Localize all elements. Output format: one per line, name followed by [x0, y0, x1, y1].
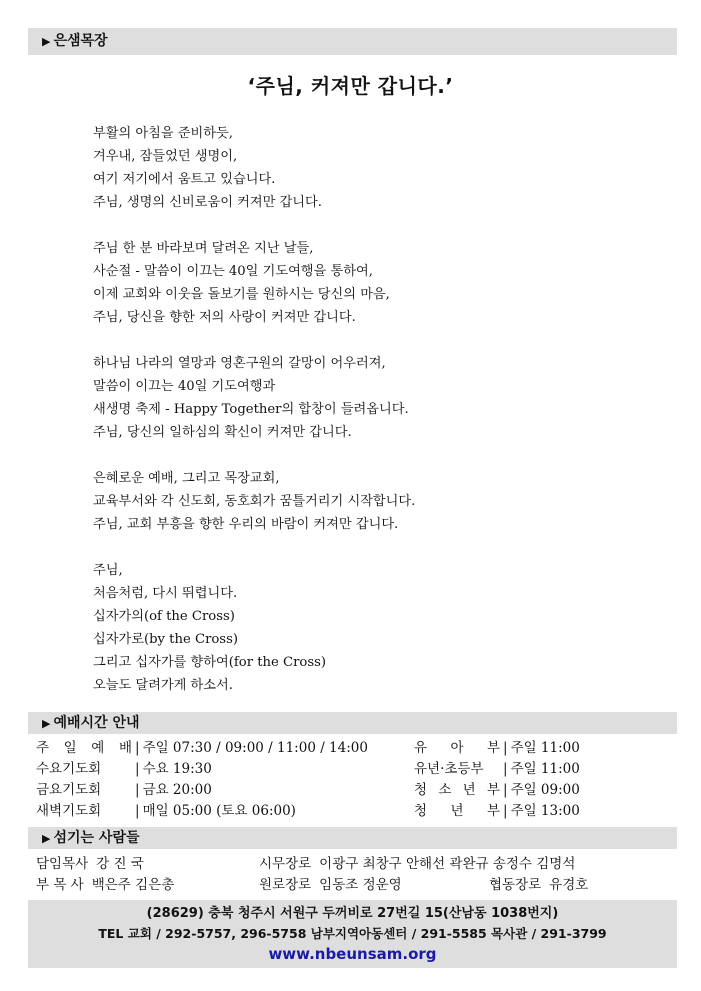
poem-line: 하나님 나라의 열망과 영혼구원의 갈망이 어우러져,	[93, 356, 386, 371]
role-label: 부 목 사	[36, 877, 84, 893]
right-triangle-icon: ▶	[42, 717, 51, 730]
divider: |	[503, 782, 508, 798]
service-time: 주일 11:00	[510, 740, 580, 756]
poem-line: 사순절 - 말씀이 이끄는 40일 기도여행을 통하여,	[93, 264, 373, 279]
service-name: 주 일 예 배	[36, 740, 132, 756]
divider: |	[503, 761, 508, 777]
service-name: 청 소 년 부	[414, 782, 500, 798]
poem-title: ‘주님, 커져만 갑니다.’	[247, 74, 454, 98]
poem-line: 은혜로운 예배, 그리고 목장교회,	[93, 471, 280, 486]
poem-line: 말씀이 이끄는 40일 기도여행과	[93, 379, 276, 394]
schedule-row	[36, 759, 676, 780]
schedule-row	[36, 738, 676, 759]
poem-line: 오늘도 달려가게 하소서.	[93, 678, 233, 693]
service-name: 청 년 부	[414, 803, 500, 819]
service-name: 수요기도회	[36, 761, 102, 777]
service-name: 금요기도회	[36, 782, 102, 798]
service-time: 수요 19:30	[142, 761, 212, 777]
service-time: 주일 09:00	[510, 782, 580, 798]
service-time: 주일 11:00	[510, 761, 580, 777]
section-label-pastor: 은샘목장	[53, 33, 108, 49]
role-label: 원로장로	[259, 877, 312, 893]
person-names: 강 진 국	[96, 856, 144, 872]
poem-line: 교육부서와 각 신도회, 동호회가 꿈틀거리기 시작합니다.	[93, 494, 416, 509]
poem-line: 십자가의(of the Cross)	[93, 609, 235, 624]
service-name: 유 아 부	[414, 740, 500, 756]
role-label: 담임목사	[36, 856, 89, 872]
divider: |	[135, 761, 140, 777]
poem-stanza	[93, 237, 653, 329]
section-label-worship: 예배시간 안내	[53, 715, 140, 731]
poem-line: 부활의 아침을 준비하듯,	[93, 126, 233, 141]
right-triangle-icon: ▶	[42, 832, 51, 845]
section-label-servers: 섬기는 사람들	[53, 830, 140, 846]
service-name: 새벽기도회	[36, 803, 102, 819]
poem-line: 여기 저기에서 움트고 있습니다.	[93, 172, 276, 187]
role-label: 협동장로	[489, 877, 542, 893]
poem-body	[93, 122, 653, 720]
poem-line: 주님, 당신의 일하심의 확신이 커져만 갑니다.	[93, 425, 352, 440]
person-names: 임동조 정운영	[319, 877, 402, 893]
divider: |	[135, 782, 140, 798]
poem-stanza	[93, 467, 653, 536]
worship-schedule	[36, 738, 676, 822]
person-names: 유경호	[549, 877, 589, 893]
church-address: (28629) 충북 청주시 서원구 두꺼비로 27번길 15(산남동 1038번지)	[146, 906, 559, 921]
divider: |	[135, 803, 140, 819]
servers-row	[36, 875, 676, 896]
poem-line: 주님, 당신을 향한 저의 사랑이 커져만 갑니다.	[93, 310, 356, 325]
servers-row	[36, 854, 676, 875]
service-name: 유년·초등부	[414, 761, 484, 777]
service-time: 매일 05:00 (토요 06:00)	[142, 803, 296, 819]
divider: |	[135, 740, 140, 756]
poem-line: 주님, 생명의 신비로움이 커져만 갑니다.	[93, 195, 322, 210]
poem-line: 주님,	[93, 563, 123, 578]
service-time: 금요 20:00	[142, 782, 212, 798]
poem-line: 새생명 축제 - Happy Together의 합창이 들려옵니다.	[93, 402, 409, 417]
poem-line: 주님, 교회 부흥을 향한 우리의 바람이 커져만 갑니다.	[93, 517, 399, 532]
service-time: 주일 07:30 / 09:00 / 11:00 / 14:00	[142, 740, 368, 756]
poem-stanza	[93, 559, 653, 697]
church-phone-numbers: TEL 교회 / 292-5757, 296-5758 남부지역아동센터 / 291-5585 목사관 / 291-3799	[98, 926, 607, 941]
right-triangle-icon: ▶	[42, 35, 51, 48]
poem-stanza	[93, 352, 653, 444]
role-label: 시무장로	[259, 856, 312, 872]
poem-line: 주님 한 분 바라보며 달려온 지난 날들,	[93, 241, 314, 256]
poem-line: 그리고 십자가를 향하여(for the Cross)	[93, 655, 327, 670]
person-names: 이광구 최창구 안해선 곽완규 송정수 김명석	[319, 856, 576, 872]
poem-line: 십자가로(by the Cross)	[93, 632, 238, 647]
divider: |	[503, 803, 508, 819]
schedule-row	[36, 801, 676, 822]
footer-contact	[28, 900, 677, 968]
poem-line: 이제 교회와 이웃을 돌보기를 원하시는 당신의 마음,	[93, 287, 390, 302]
poem-line: 겨우내, 잠들었던 생명이,	[93, 149, 238, 164]
section-bar-pastor	[28, 28, 677, 55]
service-time: 주일 13:00	[510, 803, 580, 819]
servers-list	[36, 854, 676, 896]
poem-stanza	[93, 122, 653, 214]
poem-line: 처음처럼, 다시 뛰렵니다.	[93, 586, 238, 601]
divider: |	[503, 740, 508, 756]
website-link[interactable]: www.nbeunsam.org	[268, 945, 437, 963]
section-bar-worship	[28, 712, 677, 734]
section-bar-servers	[28, 827, 677, 849]
person-names: 백은주 김은총	[91, 877, 175, 893]
schedule-row	[36, 780, 676, 801]
